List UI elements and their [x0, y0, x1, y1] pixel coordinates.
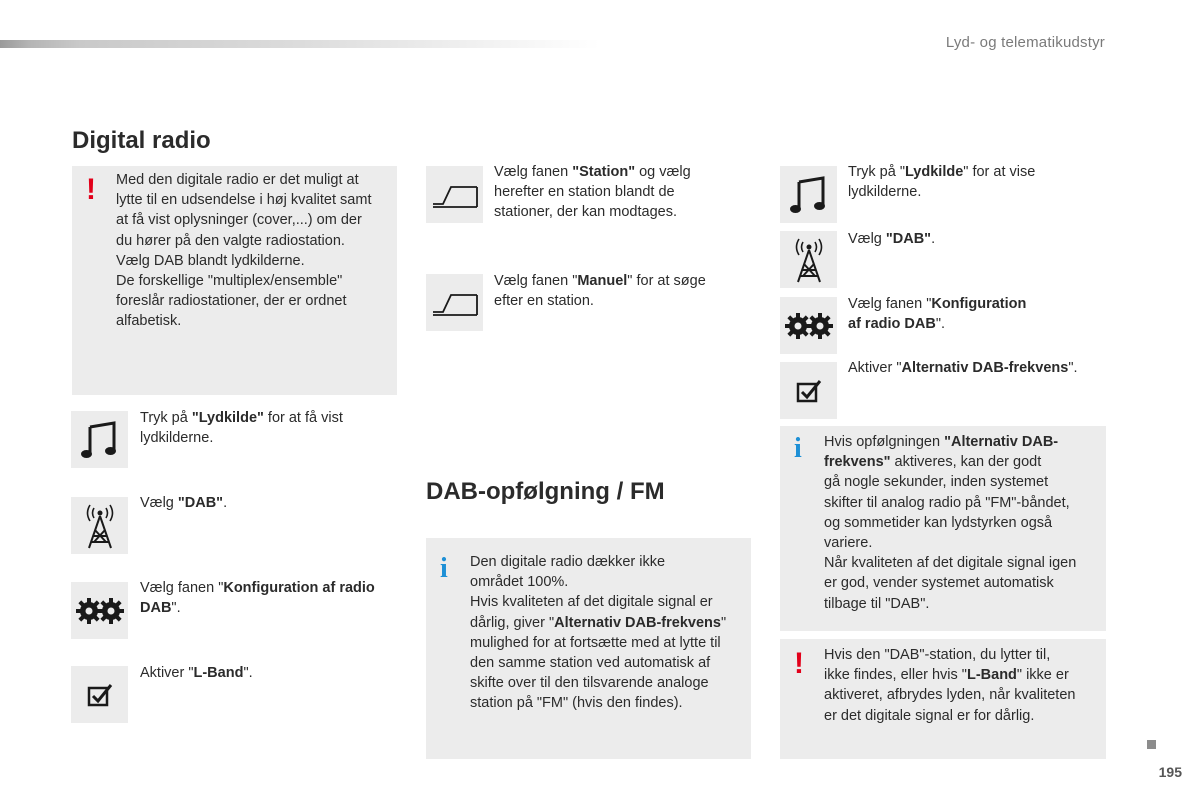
- left-step-dab: Vælg "DAB".: [140, 495, 228, 511]
- music-note-icon: [71, 411, 128, 468]
- warning-icon: !: [86, 173, 96, 206]
- right-step-lydkilde: Tryk på "Lydkilde" for at vise lydkilderne.: [848, 164, 1036, 201]
- warning-icon: !: [794, 647, 804, 680]
- right-info-text: Hvis opfølgningen "Alternativ DAB- frekvens" aktiveres, kan der godt gå nogle sekunder, inden systemet skifter til analog radio på "FM"-båndet, og sommetider kan lydstyrken også variere. Når kvaliteten af det digitale signal igen er god, vender systemet automatisk tilbage til "DAB".: [824, 434, 1077, 612]
- right-step-konfiguration: Vælg fanen "Konfiguration af radio DAB".: [848, 296, 1027, 333]
- right-warning-box: [780, 639, 1106, 759]
- gears-icon: [71, 582, 128, 639]
- middle-step-manuel: Vælg fanen "Manuel" for at søge efter en station.: [494, 273, 706, 310]
- left-step-lydkilde: Tryk på "Lydkilde" for at få vist lydkilderne.: [140, 410, 343, 447]
- digital-radio-warning-box: [72, 166, 397, 395]
- right-info-box: [780, 426, 1106, 631]
- left-step-konfiguration: Vælg fanen "Konfiguration af radio DAB".: [140, 580, 375, 617]
- dab-fm-info-text: Den digitale radio dækker ikke området 100%. Hvis kvaliteten af det digitale signal er dårlig, giver "Alternativ DAB-frekvens" mulighed for at fortsætte med at lytte til den samme station ved automatisk af skifte over til den tilsvarende analoge station på "FM" (hvis den findes).: [470, 554, 727, 712]
- right-step-alternativ: Aktiver "Alternativ DAB-frekvens".: [848, 360, 1078, 376]
- page-marker: [1147, 740, 1156, 749]
- dab-fm-info-box: [426, 538, 751, 759]
- left-step-lband: Aktiver "L-Band".: [140, 665, 253, 681]
- section-title: Lyd- og telematikudstyr: [945, 34, 1105, 51]
- tab-icon: [426, 166, 483, 223]
- middle-step-station: Vælg fanen "Station" og vælg herefter en station blandt de stationer, der kan modtages.: [494, 164, 691, 221]
- page-number: 195: [1158, 764, 1182, 780]
- info-icon: i: [794, 433, 802, 464]
- antenna-icon: [71, 497, 128, 554]
- dab-fm-title: DAB-opfølgning / FM: [426, 478, 665, 505]
- right-step-dab: Vælg "DAB".: [848, 231, 936, 247]
- tab-icon: [426, 274, 483, 331]
- gears-icon: [780, 297, 837, 354]
- header-bar: [0, 40, 600, 48]
- digital-radio-warning-text: Med den digitale radio er det muligt at lytte til en udsendelse i høj kvalitet samt at få vist oplysninger (cover,...) om der du hører på den valgte radiostation. Vælg DAB blandt lydkilderne. De forskellige "multiplex/ensemble" foreslår radiostationer, der er ordnet alfabetisk.: [116, 172, 372, 330]
- checkbox-icon: [780, 362, 837, 419]
- music-note-icon: [780, 166, 837, 223]
- digital-radio-title: Digital radio: [72, 127, 211, 154]
- checkbox-icon: [71, 666, 128, 723]
- right-warning-text: Hvis den "DAB"-station, du lytter til, ikke findes, eller hvis "L-Band" ikke er aktiveret, afbrydes lyden, når kvaliteten er det digitale signal er for dårlig.: [824, 647, 1076, 724]
- antenna-icon: [780, 231, 837, 288]
- info-icon: i: [440, 553, 448, 584]
